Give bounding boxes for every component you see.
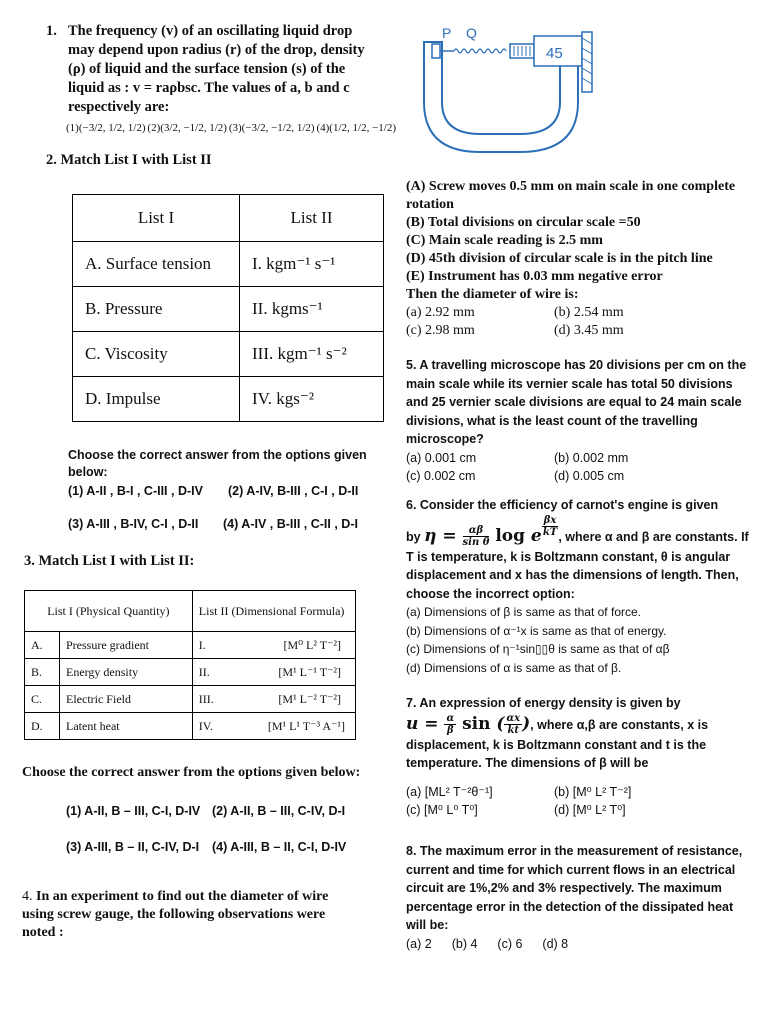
question-text: 8. The maximum error in the measurement of resistance, current and time for which current flows in an electrical circuit are 1%,2% and 3% respectively. The maximum percentage error in the detection of the dissipated heat will be: xyxy=(406,844,743,932)
option-d[interactable]: (d) [M⁰ L² T⁰] xyxy=(554,802,626,817)
option-a[interactable]: (a) 2 xyxy=(406,936,432,951)
question-text-continued: , where α,β are constants, x is displacement, k is Boltzmann constant and t is the temperature. The dimensions of β will be xyxy=(406,717,709,770)
observation-a: (A) Screw moves 0.5 mm on main scale in one complete rotation xyxy=(406,179,736,212)
option-c[interactable]: (c) Dimensions of η⁻¹sin▯▯θ is same as that of αβ xyxy=(406,642,670,656)
energy-density-equation: u = $\frac{\alpha}{\beta}$ sin ( $\frac{\alpha x}{kt}$ ) xyxy=(406,712,531,736)
circular-scale-reading: 45 xyxy=(546,45,563,62)
table-cell: A. Surface tension xyxy=(73,242,240,287)
table-cell: I. kgm⁻¹ s⁻¹ xyxy=(240,242,384,287)
label-q: Q xyxy=(466,25,477,41)
table-cell: C. Viscosity xyxy=(73,332,240,377)
efficiency-equation: η = $\frac{\alpha\beta}{\text{sin θ}}$ log e $\frac{\beta x}{kT}$ xyxy=(424,514,558,548)
option-d[interactable]: (d) 8 xyxy=(542,936,569,951)
table-cell: Electric Field xyxy=(60,686,193,713)
table-row xyxy=(73,287,384,332)
option-c[interactable]: (c) [M⁰ L⁰ T⁰] xyxy=(406,802,478,817)
table-cell: D. xyxy=(25,713,60,740)
question-1 xyxy=(46,22,376,117)
table-cell: III. kgm⁻¹ s⁻² xyxy=(240,332,384,377)
option-d[interactable]: (d) Dimensions of α is same as that of β. xyxy=(406,660,622,675)
question-2-table xyxy=(72,194,384,422)
option-3[interactable]: (3) A-III , B-IV, C-I , D-II xyxy=(68,517,199,531)
option-4[interactable]: (4)(1/2, 1/2, −1/2) xyxy=(316,122,396,134)
table-row xyxy=(25,632,356,659)
table-cell: Energy density xyxy=(60,659,193,686)
option-b[interactable]: (b) 4 xyxy=(451,936,478,951)
table-header: List II xyxy=(240,195,384,242)
option-c[interactable]: (c) 2.98 mm xyxy=(406,323,475,338)
table-cell: [M¹ L¹ T⁻³ A⁻¹] xyxy=(229,713,356,740)
table-cell: Latent heat xyxy=(60,713,193,740)
option-2[interactable]: (2)(3/2, −1/2, 1/2) xyxy=(147,122,227,134)
question-6 xyxy=(406,496,756,677)
question-5 xyxy=(406,356,756,486)
question-4-observations xyxy=(406,178,756,340)
question-text: 6. Consider the efficiency of carnot's engine is given xyxy=(406,498,719,512)
table-cell: II. kgms⁻¹ xyxy=(240,287,384,332)
question-text: The frequency (v) of an oscillating liquid drop may depend upon radius (r) of the drop, density (ρ) of liquid and the surface tension (s) of the liquid as : v = raρbsc. The values of a, b and c respectively are: xyxy=(68,23,365,115)
question-3-title: 3. Match List I with List II: xyxy=(24,553,195,569)
question-8 xyxy=(406,842,756,953)
table-cell: [M¹ L⁻¹ T⁻²] xyxy=(229,659,356,686)
option-b[interactable]: (b) Dimensions of α⁻¹x is same as that of energy. xyxy=(406,623,667,638)
option-4[interactable]: (4) A-IV , B-III , C-II , D-I xyxy=(223,517,358,531)
question-text: 5. A travelling microscope has 20 divisions per cm on the main scale while its vernier scale has total 50 divisions and 25 vernier scale divisions are equal to 24 main scale divisions, what is the least count of the travelling microscope? xyxy=(406,358,747,446)
table-row xyxy=(73,332,384,377)
table-row xyxy=(73,377,384,422)
option-4[interactable]: (4) A-III, B – II, C-I, D-IV xyxy=(212,840,347,854)
option-d[interactable]: (d) 3.45 mm xyxy=(554,323,624,338)
table-header: List I xyxy=(73,195,240,242)
option-a[interactable]: (a) Dimensions of β is same as that of force. xyxy=(406,605,641,619)
question-3-table xyxy=(24,590,356,740)
label-p: P xyxy=(442,25,452,41)
choose-instruction: Choose the correct answer from the options given below: xyxy=(68,448,367,479)
option-a[interactable]: (a) 2.92 mm xyxy=(406,305,475,320)
question-2-answers xyxy=(68,447,368,533)
question-text: In an experiment to find out the diameter of wire using screw gauge, the following observations were noted : xyxy=(22,889,329,940)
table-header: List I (Physical Quantity) xyxy=(25,591,193,632)
option-a[interactable]: (a) [ML² T⁻²θ⁻¹] xyxy=(406,784,493,799)
table-row xyxy=(73,242,384,287)
table-header-row xyxy=(25,591,356,632)
option-a[interactable]: (a) 0.001 cm xyxy=(406,450,477,465)
screw-gauge-diagram xyxy=(410,22,600,182)
question-text: 7. An expression of energy density is given by xyxy=(406,696,681,710)
option-3[interactable]: (3)(−3/2, −1/2, 1/2) xyxy=(228,122,315,134)
option-b[interactable]: (b) 0.002 mm xyxy=(554,450,629,465)
question-number: 4. xyxy=(22,889,33,904)
table-row xyxy=(25,686,356,713)
table-cell: B. xyxy=(25,659,60,686)
table-header: List II (Dimensional Formula) xyxy=(192,591,355,632)
question-3-answers xyxy=(22,764,362,856)
option-d[interactable]: (d) 0.005 cm xyxy=(554,469,625,483)
option-2[interactable]: (2) A-IV, B-III , C-I , D-II xyxy=(228,484,359,498)
table-cell: [M¹ L⁻² T⁻²] xyxy=(229,686,356,713)
table-cell: IV. xyxy=(192,713,229,740)
observation-d: (D) 45th division of circular scale is in the pitch line xyxy=(406,251,713,266)
question-7 xyxy=(406,694,756,819)
observation-e: (E) Instrument has 0.03 mm negative error xyxy=(406,269,663,284)
option-c[interactable]: (c) 6 xyxy=(497,936,523,951)
question-prompt: Then the diameter of wire is: xyxy=(406,287,579,302)
option-2[interactable]: (2) A-II, B – III, C-IV, D-I xyxy=(212,804,346,818)
table-cell: B. Pressure xyxy=(73,287,240,332)
question-4-intro xyxy=(22,888,362,942)
table-cell: A. xyxy=(25,632,60,659)
question-2-title: 2. Match List I with List II xyxy=(46,152,212,168)
table-cell: D. Impulse xyxy=(73,377,240,422)
table-cell: [M⁰ L² T⁻²] xyxy=(229,632,356,659)
question-1-options xyxy=(66,122,396,134)
observation-b: (B) Total divisions on circular scale =50 xyxy=(406,215,641,230)
option-1[interactable]: (1) A-II, B – III, C-I, D-IV xyxy=(66,804,201,818)
option-1[interactable]: (1)(−3/2, 1/2, 1/2) xyxy=(66,122,146,134)
table-cell: I. xyxy=(192,632,229,659)
option-c[interactable]: (c) 0.002 cm xyxy=(406,469,476,483)
option-3[interactable]: (3) A-III, B – II, C-IV, D-I xyxy=(66,840,200,854)
table-cell: C. xyxy=(25,686,60,713)
option-1[interactable]: (1) A-II , B-I , C-III , D-IV xyxy=(68,484,203,498)
table-cell: III. xyxy=(192,686,229,713)
option-b[interactable]: (b) 2.54 mm xyxy=(554,305,624,320)
question-number: 1. xyxy=(46,23,57,39)
table-cell: Pressure gradient xyxy=(60,632,193,659)
table-header-row xyxy=(73,195,384,242)
table-row xyxy=(25,713,356,740)
observation-c: (C) Main scale reading is 2.5 mm xyxy=(406,233,603,248)
choose-instruction: Choose the correct answer from the options given below: xyxy=(22,765,361,780)
option-b[interactable]: (b) [M⁰ L² T⁻²] xyxy=(554,784,632,799)
table-cell: II. xyxy=(192,659,229,686)
table-row xyxy=(25,659,356,686)
by-label: by xyxy=(406,529,421,544)
question-text-continued: , where α and β are constants. If T is temperature, k is Boltzmann constant, θ is angular displacement and x has the dimensions of length. Then, choose the incorrect option: xyxy=(406,529,749,601)
table-cell: IV. kgs⁻² xyxy=(240,377,384,422)
